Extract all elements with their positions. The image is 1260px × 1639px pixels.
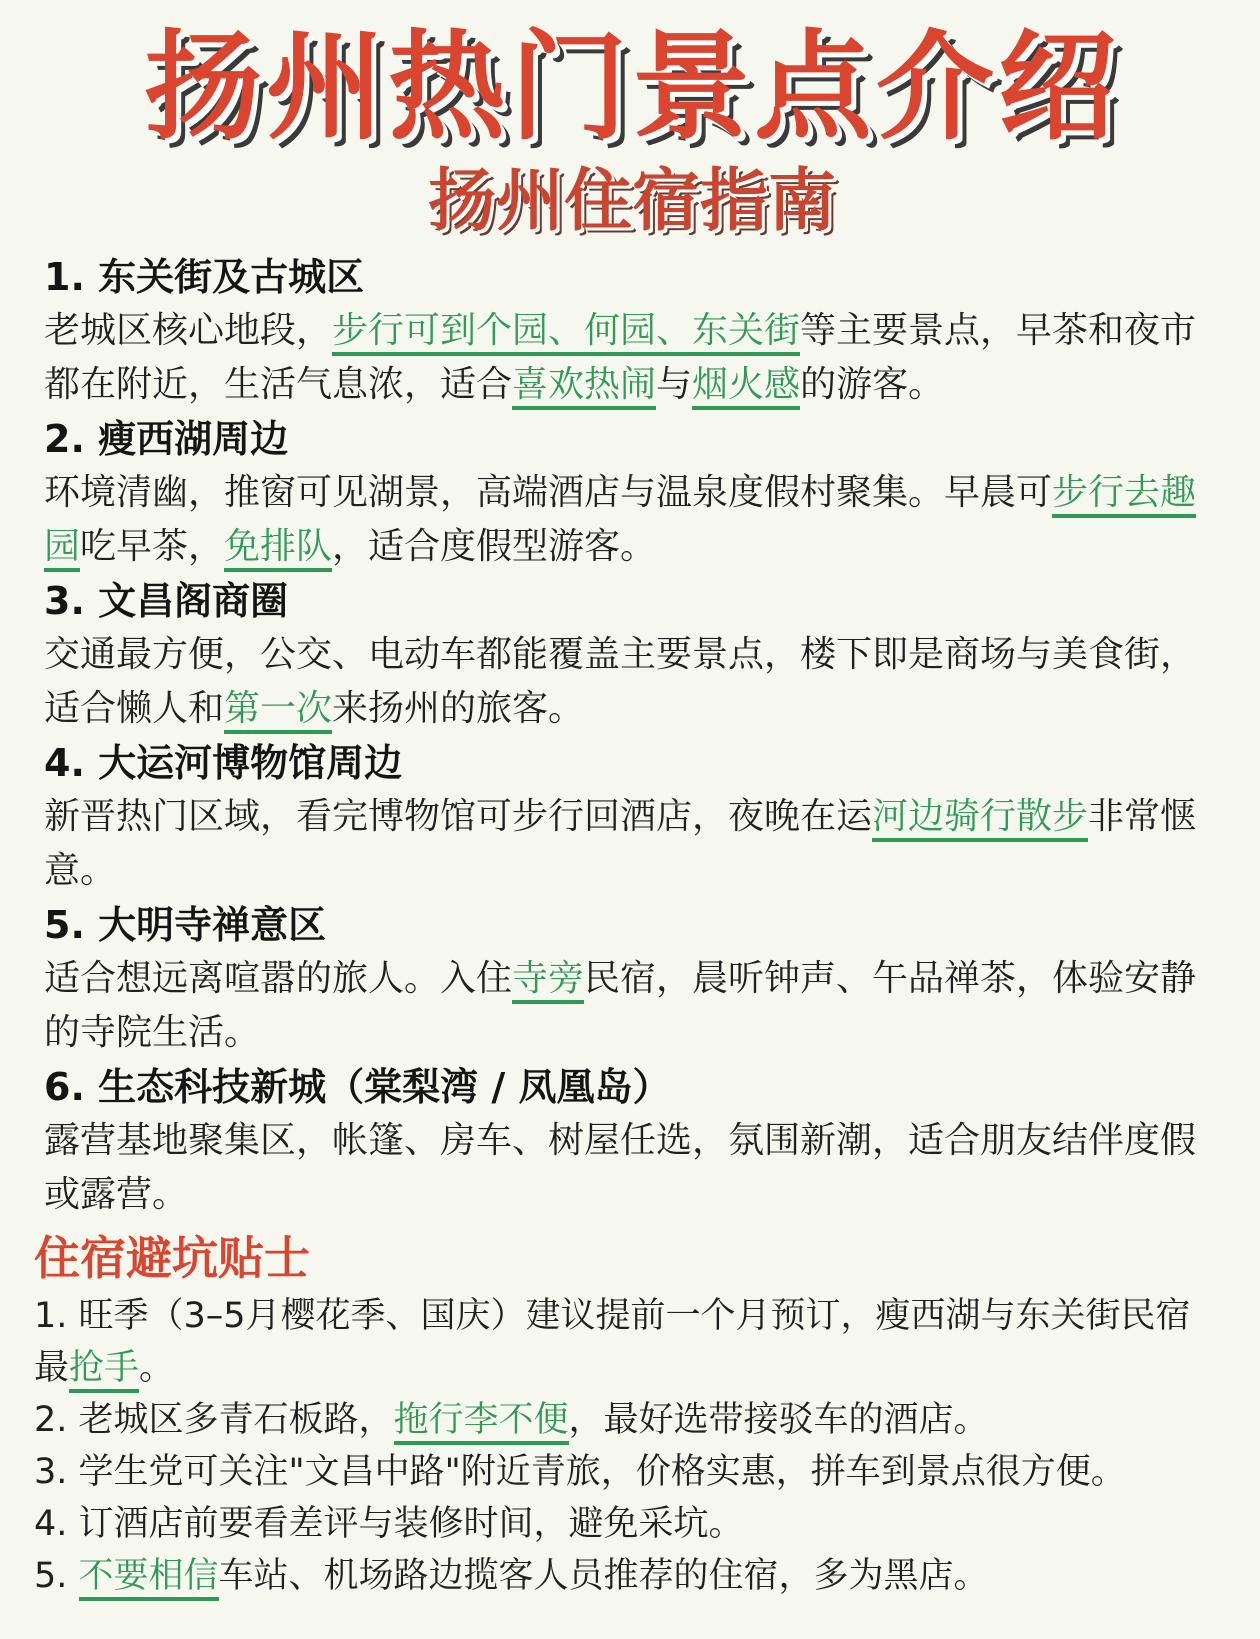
- text-segment: 3. 学生党可关注"文昌中路"附近青旅，价格实惠，拼车到景点很方便。: [34, 1452, 1126, 1492]
- tips-list: [34, 1290, 1224, 1602]
- tips-heading: 住宿避坑贴士: [34, 1231, 310, 1285]
- text-segment: 老城区核心地段，: [44, 310, 333, 351]
- text-segment: ，适合度假型游客。: [332, 526, 657, 567]
- text-segment: 适合想远离喧嚣的旅人。入住: [44, 958, 513, 999]
- text-segment: 吃早茶，: [80, 526, 225, 567]
- district-description: [44, 628, 1224, 736]
- text-segment: 车站、机场路边揽客人员推荐的住宿，多为黑店。: [218, 1556, 989, 1596]
- highlighted-phrase: 拖行李不便: [394, 1400, 569, 1445]
- district-item: [44, 898, 1224, 1060]
- district-heading: 1. 东关街及古城区: [44, 255, 365, 299]
- text-segment: 环境清幽，推窗可见湖景，高端酒店与温泉度假村聚集。早晨可: [44, 472, 1053, 513]
- highlighted-phrase: 免排队: [224, 526, 332, 572]
- district-item: [44, 736, 1224, 898]
- text-segment: 民宿，晨听钟声、午品禅茶，体验安静的寺院生活。: [44, 958, 1197, 1053]
- text-segment: 来扬州的旅客。: [332, 688, 585, 729]
- text-segment: 与: [656, 364, 693, 405]
- text-segment: 露营基地聚集区，帐篷、房车、树屋任选，氛围新潮，适合朋友结伴度假或露营。: [44, 1120, 1197, 1215]
- tip-item: [34, 1550, 1224, 1602]
- highlighted-phrase: 第一次: [224, 688, 332, 734]
- text-segment: 。: [139, 1348, 175, 1388]
- highlighted-phrase: 烟火感: [692, 364, 800, 410]
- text-segment: 非常惬意。: [44, 796, 1197, 891]
- highlighted-phrase: 步行可到个园、何园、东关街: [332, 310, 800, 356]
- district-description: [44, 790, 1224, 898]
- text-segment: 1. 旺季（3–5月樱花季、国庆）建议提前一个月预订，瘦西湖与东关街民宿最: [34, 1296, 1191, 1388]
- district-heading: 4. 大运河博物馆周边: [44, 741, 403, 785]
- text-segment: 的游客。: [800, 364, 945, 405]
- tip-item: [34, 1498, 1224, 1550]
- district-heading: 3. 文昌阁商圈: [44, 579, 289, 623]
- district-heading: 6. 生态科技新城（棠梨湾 / 凤凰岛）: [44, 1065, 671, 1109]
- district-heading: 5. 大明寺禅意区: [44, 903, 327, 947]
- highlighted-phrase: 不要相信: [79, 1556, 219, 1601]
- text-segment: ，最好选带接驳车的酒店。: [568, 1400, 989, 1440]
- tip-item: [34, 1446, 1224, 1498]
- district-description: [44, 304, 1224, 412]
- district-description: [44, 952, 1224, 1060]
- district-description: [44, 1114, 1224, 1222]
- district-item: [44, 1060, 1224, 1222]
- highlighted-phrase: 抢手: [69, 1348, 139, 1393]
- district-item: [44, 250, 1224, 412]
- district-description: [44, 466, 1224, 574]
- district-list: [44, 250, 1224, 1222]
- tip-item: [34, 1290, 1224, 1394]
- highlighted-phrase: 步行去趣园: [44, 472, 1196, 572]
- text-segment: 等主要景点，早茶和夜市都在附近，生活气息浓，适合: [44, 310, 1197, 405]
- highlighted-phrase: 河边骑行散步: [872, 796, 1088, 842]
- district-heading: 2. 瘦西湖周边: [44, 417, 289, 461]
- text-segment: 2. 老城区多青石板路，: [34, 1400, 394, 1440]
- main-title: 扬州热门景点介绍: [143, 18, 1120, 156]
- highlighted-phrase: 喜欢热闹: [512, 364, 656, 410]
- tip-item: [34, 1394, 1224, 1446]
- text-segment: 新晋热门区域，看完博物馆可步行回酒店，夜晚在运: [44, 796, 873, 837]
- district-item: [44, 574, 1224, 736]
- highlighted-phrase: 寺旁: [512, 958, 584, 1004]
- text-segment: 交通最方便，公交、电动车都能覆盖主要景点，楼下即是商场与美食街，适合懒人和: [44, 634, 1197, 729]
- text-segment: 4. 订酒店前要看差评与装修时间，避免采坑。: [34, 1504, 744, 1544]
- text-segment: 5.: [34, 1556, 79, 1596]
- district-item: [44, 412, 1224, 574]
- sub-title: 扬州住宿指南: [427, 162, 836, 241]
